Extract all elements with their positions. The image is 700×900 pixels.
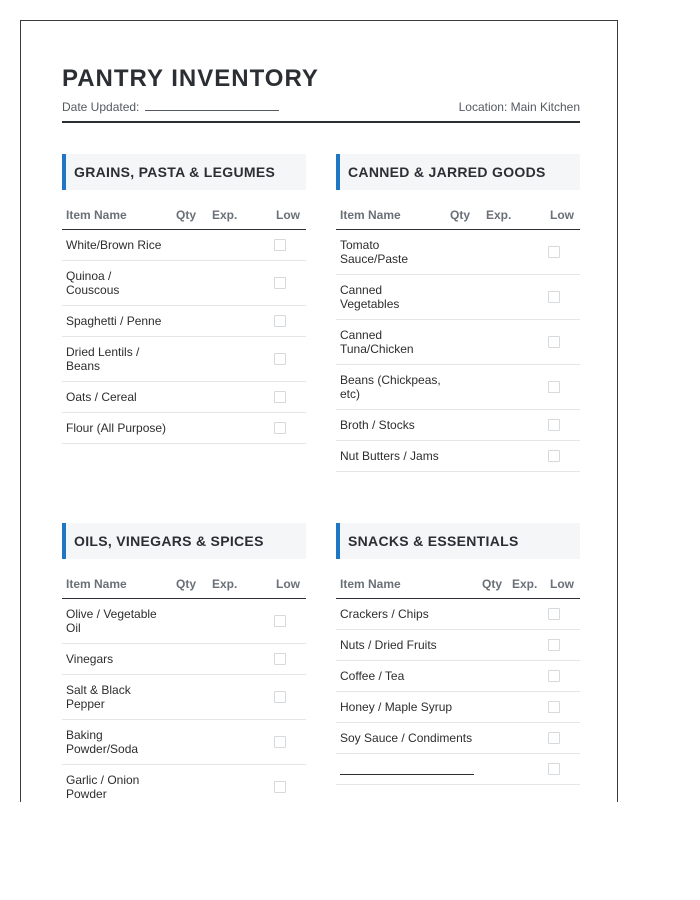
col-item-name: Item Name [66,577,127,591]
col-qty: Qty [176,577,197,591]
low-checkbox[interactable] [548,291,560,303]
location-label: Location: Main Kitchen [458,100,580,114]
item-name: Vinegars [66,652,114,666]
low-checkbox[interactable] [274,615,286,627]
item-name: Spaghetti / Penne [66,314,162,328]
page-title: PANTRY INVENTORY [62,65,319,92]
column-header [336,559,580,599]
low-checkbox[interactable] [548,608,560,620]
table-row [336,441,580,472]
table-row [336,723,580,754]
low-checkbox[interactable] [274,781,286,793]
col-low: Low [550,577,574,591]
col-low: Low [276,208,300,222]
blank-item-field[interactable] [340,774,474,775]
item-name: Flour (All Purpose) [66,421,167,435]
col-qty: Qty [450,208,471,222]
low-checkbox[interactable] [548,336,560,348]
table-row [336,692,580,723]
section-canned [336,154,580,472]
low-checkbox[interactable] [274,653,286,665]
col-exp: Exp. [212,208,238,222]
table-row [62,337,306,382]
low-checkbox[interactable] [274,391,286,403]
table-row [336,320,580,365]
item-name: Nuts / Dried Fruits [340,638,437,652]
inventory-sheet [20,20,618,802]
low-checkbox[interactable] [274,691,286,703]
table-row [336,599,580,630]
table-row [336,365,580,410]
low-checkbox[interactable] [274,315,286,327]
date-label: Date Updated: [62,100,140,114]
item-name: Canned Tuna/Chicken [340,328,414,356]
header [62,65,580,114]
low-checkbox[interactable] [274,422,286,434]
item-name: Honey / Maple Syrup [340,700,453,714]
date-updated [62,99,279,114]
item-name: Salt & Black Pepper [66,683,131,711]
item-name: Canned Vegetables [340,283,400,311]
item-name: Olive / Vegetable Oil [66,607,157,635]
low-checkbox[interactable] [274,353,286,365]
col-item-name: Item Name [66,208,127,222]
date-field[interactable] [145,99,279,111]
col-item-name: Item Name [340,577,401,591]
table-row-blank [336,754,580,785]
table-row [336,630,580,661]
header-divider [62,121,580,123]
table-row [62,675,306,720]
col-qty: Qty [176,208,197,222]
col-exp: Exp. [212,577,238,591]
item-name: Baking Powder/Soda [66,728,139,756]
item-name: Coffee / Tea [340,669,405,683]
low-checkbox[interactable] [548,763,560,775]
item-name: Crackers / Chips [340,607,429,621]
table-row [62,306,306,337]
item-name: Soy Sauce / Condiments [340,731,473,745]
low-checkbox[interactable] [548,246,560,258]
low-checkbox[interactable] [548,381,560,393]
table-row [336,661,580,692]
item-name: Dried Lentils / Beans [66,345,140,373]
item-name: Oats / Cereal [66,390,137,404]
table-row [62,413,306,444]
table-row [62,720,306,765]
column-header [336,190,580,230]
item-name: Beans (Chickpeas, etc) [340,373,441,401]
col-low: Low [276,577,300,591]
low-checkbox[interactable] [274,736,286,748]
table-row [336,410,580,441]
section-title: SNACKS & ESSENTIALS [336,523,580,559]
low-checkbox[interactable] [274,239,286,251]
column-header [62,559,306,599]
item-name: Nut Butters / Jams [340,449,439,463]
low-checkbox[interactable] [548,419,560,431]
item-name: Tomato Sauce/Paste [340,238,409,266]
col-exp: Exp. [486,208,512,222]
col-item-name: Item Name [340,208,401,222]
table-row [62,382,306,413]
low-checkbox[interactable] [548,732,560,744]
section-title: OILS, VINEGARS & SPICES [62,523,306,559]
low-checkbox[interactable] [548,701,560,713]
col-qty: Qty [482,577,503,591]
table-row [62,765,306,802]
meta-row [62,96,580,114]
section-snacks [336,523,580,785]
col-exp: Exp. [512,577,538,591]
item-name: Quinoa / Couscous [66,269,120,297]
item-name: Garlic / Onion Powder [66,773,140,801]
table-row [336,275,580,320]
item-name: White/Brown Rice [66,238,162,252]
column-header [62,190,306,230]
item-name: Broth / Stocks [340,418,415,432]
section-title: CANNED & JARRED GOODS [336,154,580,190]
col-low: Low [550,208,574,222]
table-row [62,230,306,261]
low-checkbox[interactable] [274,277,286,289]
table-row [62,261,306,306]
table-row [336,230,580,275]
low-checkbox[interactable] [548,450,560,462]
table-row [62,599,306,644]
low-checkbox[interactable] [548,639,560,651]
section-title: GRAINS, PASTA & LEGUMES [62,154,306,190]
table-row [62,644,306,675]
low-checkbox[interactable] [548,670,560,682]
section-oils [62,523,306,802]
section-grains [62,154,306,444]
